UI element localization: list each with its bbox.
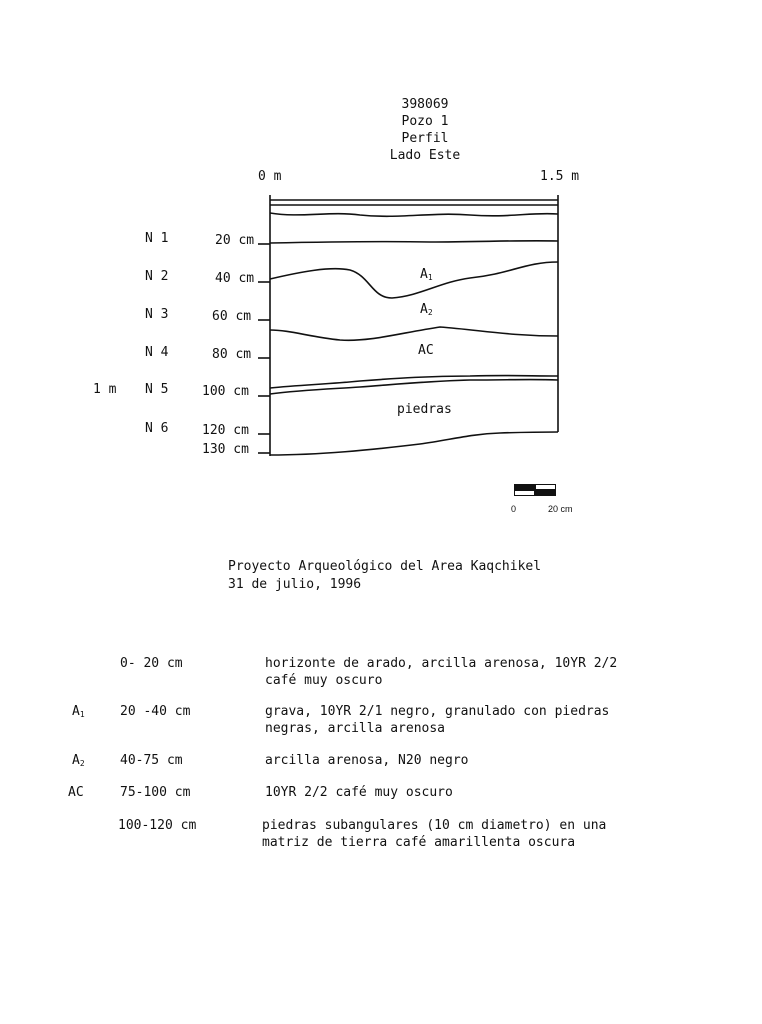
scale-start-label: 0 m — [258, 169, 282, 184]
level-n3: N 3 — [145, 307, 169, 322]
horizon-range: 100-120 cm — [118, 818, 197, 833]
scale-bar-end: 20 cm — [548, 504, 573, 514]
header-line-2: Pozo 1 — [401, 114, 449, 129]
boundary-ac-lower — [270, 380, 558, 394]
depth-80cm: 80 cm — [212, 347, 252, 362]
depth-120cm: 120 cm — [202, 423, 249, 438]
horizon-range: 75-100 cm — [120, 785, 191, 800]
horizon-range: 0- 20 cm — [120, 656, 183, 671]
project-date: 31 de julio, 1996 — [228, 577, 362, 592]
horizon-desc-line1: piedras subangulares (10 cm diametro) en una — [262, 818, 607, 833]
level-n1: N 1 — [145, 231, 169, 246]
header-line-3: Perfil — [401, 131, 449, 146]
boundary-20cm — [270, 241, 558, 243]
boundary-a1 — [270, 262, 558, 298]
depth-60cm: 60 cm — [212, 309, 252, 324]
layer-label-a2: $A_2$ — [420, 302, 433, 317]
boundary-piedras-bottom — [270, 432, 558, 455]
level-n2: N 2 — [145, 269, 169, 284]
boundary-plow — [270, 213, 558, 216]
horizon-range: 40-75 cm — [120, 753, 183, 768]
horizon-label: AC — [68, 785, 84, 800]
meter-marker: 1 m — [93, 382, 117, 397]
level-n6: N 6 — [145, 421, 169, 436]
horizon-label: $A_1$ — [72, 704, 85, 719]
boundary-a2 — [270, 327, 558, 340]
depth-40cm: 40 cm — [215, 271, 255, 286]
level-n4: N 4 — [145, 345, 169, 360]
horizon-desc-line1: grava, 10YR 2/1 negro, granulado con piedras — [265, 704, 610, 719]
scale-bar — [514, 484, 558, 498]
scale-bar-zero: 0 — [511, 504, 517, 514]
layer-label-ac: AC — [418, 343, 434, 358]
header-line-1: 398069 — [401, 97, 449, 112]
header-line-4: Lado Este — [389, 148, 461, 163]
layer-label-piedras: piedras — [397, 402, 452, 417]
horizon-range: 20 -40 cm — [120, 704, 191, 719]
horizon-desc-line2: negras, arcilla arenosa — [265, 721, 446, 736]
depth-20cm: 20 cm — [215, 233, 255, 248]
level-n5: N 5 — [145, 382, 169, 397]
layer-label-a1: $A_1$ — [420, 267, 433, 282]
project-name: Proyecto Arqueológico del Area Kaqchikel — [228, 559, 542, 574]
boundary-ac-upper — [270, 376, 558, 388]
depth-130cm: 130 cm — [202, 442, 249, 457]
depth-100cm: 100 cm — [202, 384, 249, 399]
horizon-desc-line1: 10YR 2/2 café muy oscuro — [265, 785, 453, 800]
scale-end-label: 1.5 m — [540, 169, 580, 184]
horizon-desc-line2: café muy oscuro — [265, 673, 383, 688]
horizon-desc-line1: arcilla arenosa, N20 negro — [265, 753, 469, 768]
horizon-desc-line1: horizonte de arado, arcilla arenosa, 10YR 2/2 — [265, 656, 618, 671]
horizon-label: $A_2$ — [72, 753, 85, 768]
horizon-desc-line2: matriz de tierra café amarillenta oscura — [262, 835, 576, 850]
